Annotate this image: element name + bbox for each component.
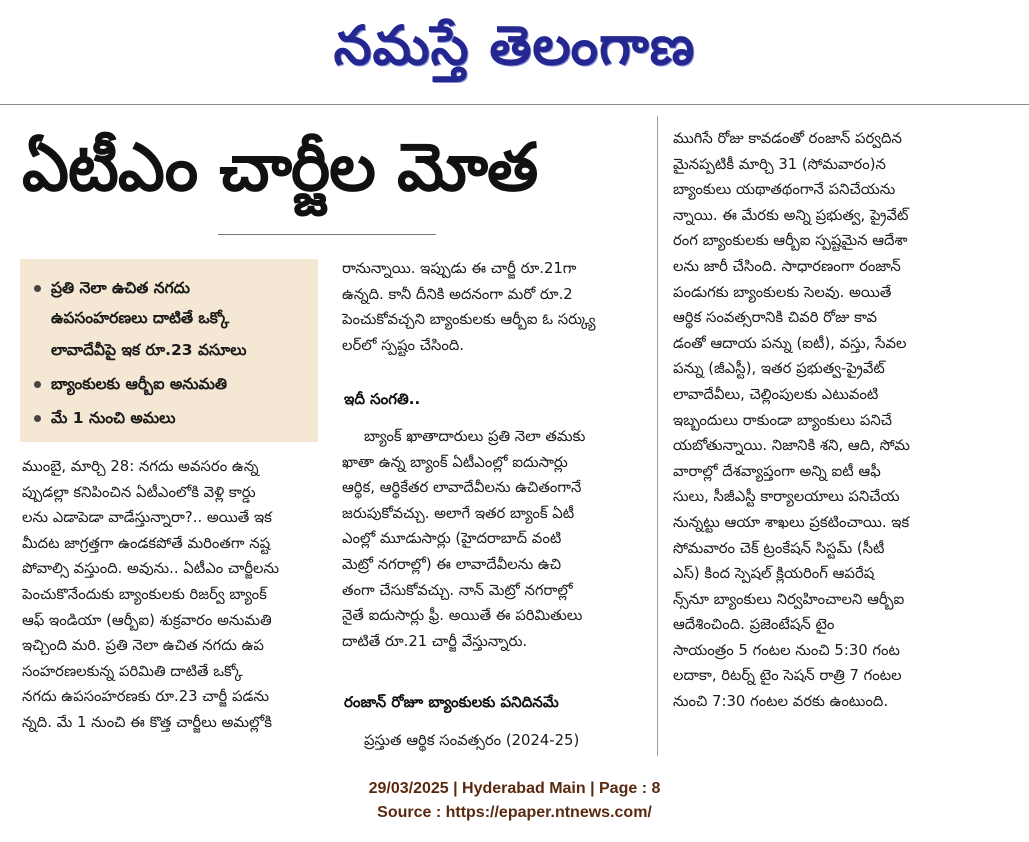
article-line: ప్రస్తుత ఆర్థిక సంవత్సరం (2024-25)	[364, 732, 580, 749]
article-line: ముంబై, మార్చి 28: నగదు అవసరం ఉన్న	[22, 458, 259, 475]
article-headline: ఏటీఎం చార్జీల మోత	[22, 129, 538, 206]
article-line: పెంచుకొనేందుకు బ్యాంకులకు రిజర్వ్ బ్యాంక్	[22, 585, 267, 603]
article-line: లను జారీ చేసింది. సాధారణంగా రంజాన్	[673, 257, 901, 275]
article-line: సాయంత్రం 5 గంటల నుంచి 5:30 గంట	[673, 641, 900, 659]
article-line: లావాదేవీలు, చెల్లింపులకు ఎటువంటి	[673, 385, 879, 403]
article-line: లర్‌లో స్పష్టం చేసింది.	[342, 336, 464, 354]
article-line: ఉన్నది. కానీ దీనికి అదనంగా మరో రూ.2	[342, 285, 573, 303]
masthead	[0, 0, 1029, 104]
article-line: ఆదేశించింది. ప్రజెంటేషన్ టైం	[673, 616, 835, 634]
highlight-item: ప్రతి నెలా ఉచిత నగదు	[34, 277, 190, 299]
article-line: మెట్రో నగరాల్లో) ఈ లావాదేవీలను ఉచి	[342, 555, 562, 573]
footer-source: Source : https://epaper.ntnews.com/	[377, 804, 652, 821]
article-line: ఎంల్లో మూడుసార్లు (హైదరాబాద్ వంటి	[342, 530, 562, 548]
article-line: ఆర్థిక సంవత్సరానికి చివరి రోజు కావ	[673, 309, 877, 327]
article-column-2-body	[342, 424, 648, 654]
article-line: మీదట జాగ్రత్తగా ఉండకపోతే మరింతగా నష్ట	[22, 534, 271, 552]
article-line: బ్యాంకులు యథాతథంగానే పనిచేయను	[673, 181, 896, 199]
bullet-icon	[34, 285, 41, 292]
article-line: లను ఎడాపెడా వాడేస్తున్నారా?.. అయితే ఇక	[22, 509, 272, 527]
article-line: రంగ బ్యాంకులకు ఆర్బీఐ స్పష్టమైన ఆదేశా	[673, 232, 908, 250]
article-line: పండుగకు బ్యాంకులకు సెలవు. అయితే	[673, 283, 892, 301]
subheading-facts: ఇదీ సంగతి..	[344, 390, 421, 408]
article-line: రానున్నాయి. ఇప్పుడు ఈ చార్జీ రూ.21గా	[342, 260, 577, 277]
article-line: మైనప్పటికీ మార్చి 31 (సోమవారం)న	[673, 155, 886, 173]
article-line: నున్నట్టు ఆయా శాఖలు ప్రకటించాయి. ఇక	[673, 513, 910, 531]
article-line: తంగా చేసుకోవచ్చు. నాన్ మెట్రో నగరాల్లో	[342, 581, 573, 599]
article-line: వారాల్లో దేశవ్యాప్తంగా అన్ని ఐటీ ఆఫీ	[673, 462, 881, 480]
article-line: నైతే ఐదుసార్లు ఫ్రీ. అయితే ఈ పరిమితులు	[342, 607, 583, 625]
column-divider	[657, 116, 658, 756]
article-line: ఆఫ్ ఇండియా (ఆర్బీఐ) శుక్రవారం అనుమతి	[22, 611, 272, 629]
article-column-2	[342, 256, 648, 358]
highlight-item-continued: ఉపసంహరణలు దాటితే ఒక్కో	[51, 309, 230, 327]
article-line: ఇచ్చింది మరి. ప్రతి నెలా ఉచిత నగదు ఉప	[22, 637, 264, 655]
article-line: ఆర్థిక, ఆర్థికేతర లావాదేవీలను ఉచితంగానే	[342, 479, 582, 497]
masthead-divider	[0, 104, 1029, 105]
article-line: పోవాల్సి వస్తుంది. అవును.. ఏటీఎం చార్జీలను	[22, 560, 280, 578]
highlights-box	[20, 259, 318, 442]
article-line: న్నది. మే 1 నుంచి ఈ కొత్త చార్జీలు అమల్లోకి	[22, 713, 272, 731]
article-line: జరుపుకోవచ్చు. అలాగే ఇతర బ్యాంక్ ఏటీ	[342, 504, 575, 522]
article-line: ఇబ్బందులు రాకుండా బ్యాంకులు పనిచే	[673, 411, 892, 429]
article-line: పెంచుకోవచ్చని బ్యాంకులకు ఆర్బీఐ ఓ సర్క్యు	[342, 311, 596, 329]
headline-underline	[218, 234, 436, 235]
highlight-item: బ్యాంకులకు ఆర్బీఐ అనుమతి	[34, 373, 227, 395]
article-line: న్స్‌నూ బ్యాంకులు నిర్వహించాలని ఆర్బీఐ	[673, 590, 905, 608]
highlight-item-continued: లావాదేవీపై ఇక రూ.23 వసూలు	[51, 341, 247, 359]
article-line: పన్ను (జీఎస్టీ), ఇతర ప్రభుత్వ-ప్రైవేట్	[673, 360, 885, 378]
article-line: ప్పుడల్లా కనిపించిన ఏటీఎంలోకి వెళ్లి కార్డు	[22, 483, 256, 501]
article-line: ఖాతా ఉన్న బ్యాంక్ ఏటీఎంల్లో ఐదుసార్లు	[342, 453, 568, 471]
article-line: ఎస్) కింద స్పెషల్ క్లియరింగ్ ఆపరేష	[673, 565, 875, 583]
bullet-icon	[34, 381, 41, 388]
article-line: నగదు ఉపసంహరణకు రూ.23 చార్జీ పడను	[22, 688, 270, 706]
subheading-ramzan: రంజాన్ రోజూ బ్యాంకులకు పనిదినమే	[344, 693, 559, 711]
article-line: ముగిసే రోజు కావడంతో రంజాన్ పర్వదిన	[673, 130, 902, 147]
article-line: యబోతున్నాయి. నిజానికి శని, ఆది, సోమ	[673, 437, 910, 455]
article-line: లదాకా, రిటర్న్ టైం సెషన్ రాత్రి 7 గంటల	[673, 667, 902, 685]
article-line: సంహరణలకున్న పరిమితి దాటితే ఒక్కో	[22, 662, 243, 680]
bullet-icon	[34, 415, 41, 422]
article-line: సోమవారం చెక్ ట్రంకేషన్ సిస్టమ్ (సీటీ	[673, 539, 885, 557]
article-line: డంతో ఆదాయ పన్ను (ఐటీ), వస్తు, సేవల	[673, 334, 907, 352]
newspaper-logo-title: నమస్తే తెలంగాణ	[333, 13, 696, 77]
article-line: బ్యాంక్ ఖాతాదారులు ప్రతి నెలా తమకు	[364, 428, 586, 445]
article-column-3	[673, 126, 963, 715]
article-line: నుంచి 7:30 గంటల వరకు ఉంటుంది.	[673, 693, 889, 711]
footer-date-edition: 29/03/2025 | Hyderabad Main | Page : 8	[368, 780, 661, 797]
article-line: సులు, సీజీఎస్టీ కార్యాలయాలు పనిచేయ	[673, 488, 900, 506]
highlight-item: మే 1 నుంచి అమలు	[34, 407, 176, 429]
article-column-1	[22, 454, 322, 736]
article-column-2-end	[342, 728, 648, 754]
article-line: న్నాయి. ఈ మేరకు అన్ని ప్రభుత్వ, ప్రైవేట్	[673, 206, 909, 224]
article-line: దాటితే రూ.21 చార్జీ వేస్తున్నారు.	[342, 632, 528, 650]
